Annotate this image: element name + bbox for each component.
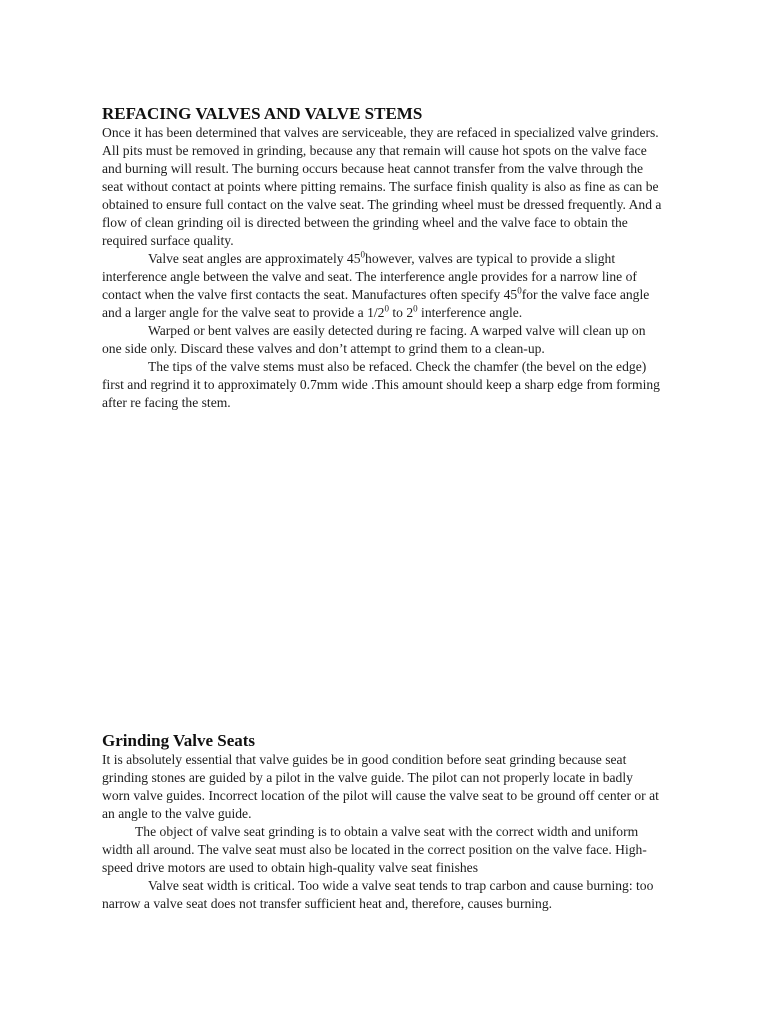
section-refacing-valves (102, 104, 662, 412)
degree-superscript: 0 (384, 303, 389, 314)
text-run: to 2 (388, 305, 414, 320)
paragraph: Warped or bent valves are easily detected during re facing. A warped valve will clean up on one side only. Discard these valves and don’t attempt to grind them to a clean-up. (102, 323, 646, 356)
degree-superscript: 0 (360, 249, 366, 260)
paragraph: Once it has been determined that valves are serviceable, they are refaced in specialized valve grinders. All pits must be removed in grinding, because any that remain will cause hot spots on the valve face and burning will result. The burning occurs because heat cannot transfer from the valve through the seat without contact at points where pitting remains. The surface finish quality is also as fine as can be obtained to ensure full contact on the valve seat. The grinding wheel must be dressed frequently. And a flow of clean grinding oil is directed between the grinding wheel and the valve face to obtain the required surface quality. (102, 125, 662, 248)
text-run: Valve seat angles are approximately 45 (148, 251, 361, 266)
paragraph-seat-angles (102, 250, 662, 322)
text-run: interference angle. (417, 305, 523, 320)
paragraph: It is absolutely essential that valve guides be in good condition before seat grinding because seat grinding stones are guided by a pilot in the valve guide. The pilot can not properly locate in badly worn valve guides. Incorrect location of the pilot will cause the valve seat to be ground off center or at an angle to the valve guide. (102, 752, 659, 821)
section-heading: REFACING VALVES AND VALVE STEMS (102, 104, 423, 123)
degree-superscript: 0 (413, 303, 418, 314)
text-run: however, valves are typical to provide a slight interference angle between the valve and seat. The interference angle provides for a narrow line of contact when the valve first contacts the seat. Manufactures often specify 45 (102, 251, 637, 302)
section-heading: Grinding Valve Seats (102, 731, 256, 750)
paragraph: Valve seat width is critical. Too wide a valve seat tends to trap carbon and cause burning: too narrow a valve seat does not transfer sufficient heat and, therefore, causes burning. (102, 878, 654, 911)
degree-superscript: 0 (517, 285, 522, 296)
section-grinding-valve-seats (102, 731, 662, 913)
paragraph: The tips of the valve stems must also be refaced. Check the chamfer (the bevel on the edge) first and regrind it to approximately 0.7mm wide .This amount should keep a sharp edge from forming after re facing the stem. (102, 359, 660, 410)
text-run: for the valve face angle and a larger angle for the valve seat to provide a 1/2 (102, 287, 650, 320)
paragraph: The object of valve seat grinding is to obtain a valve seat with the correct width and uniform width all around. The valve seat must also be located in the correct position on the valve face. High- speed drive motors are used to obtain high-quality valve seat finishes (102, 824, 647, 875)
